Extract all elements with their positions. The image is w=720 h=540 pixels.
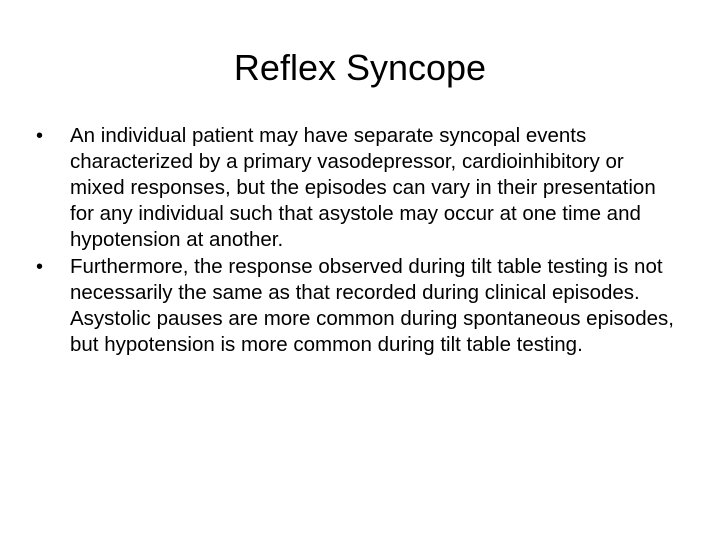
bullet-item [36,254,676,358]
bullet-text: Furthermore, the response observed during tilt table testing is not necessarily the same as that recorded during clinical episodes. Asystolic pauses are more common during spontaneous episodes, but hypotension is more common during tilt table testing. [70,255,674,356]
bullet-item [36,123,676,253]
bullet-marker: • [36,256,44,278]
bullet-marker: • [36,125,44,147]
slide-title: Reflex Syncope [233,47,487,88]
bullet-list [36,123,676,359]
bullet-text: An individual patient may have separate syncopal events characterized by a primary vasodepressor, cardioinhibitory or mixed responses, but the episodes can vary in their presentation for any individual such that asystole may occur at one time and hypotension at another. [70,124,656,251]
